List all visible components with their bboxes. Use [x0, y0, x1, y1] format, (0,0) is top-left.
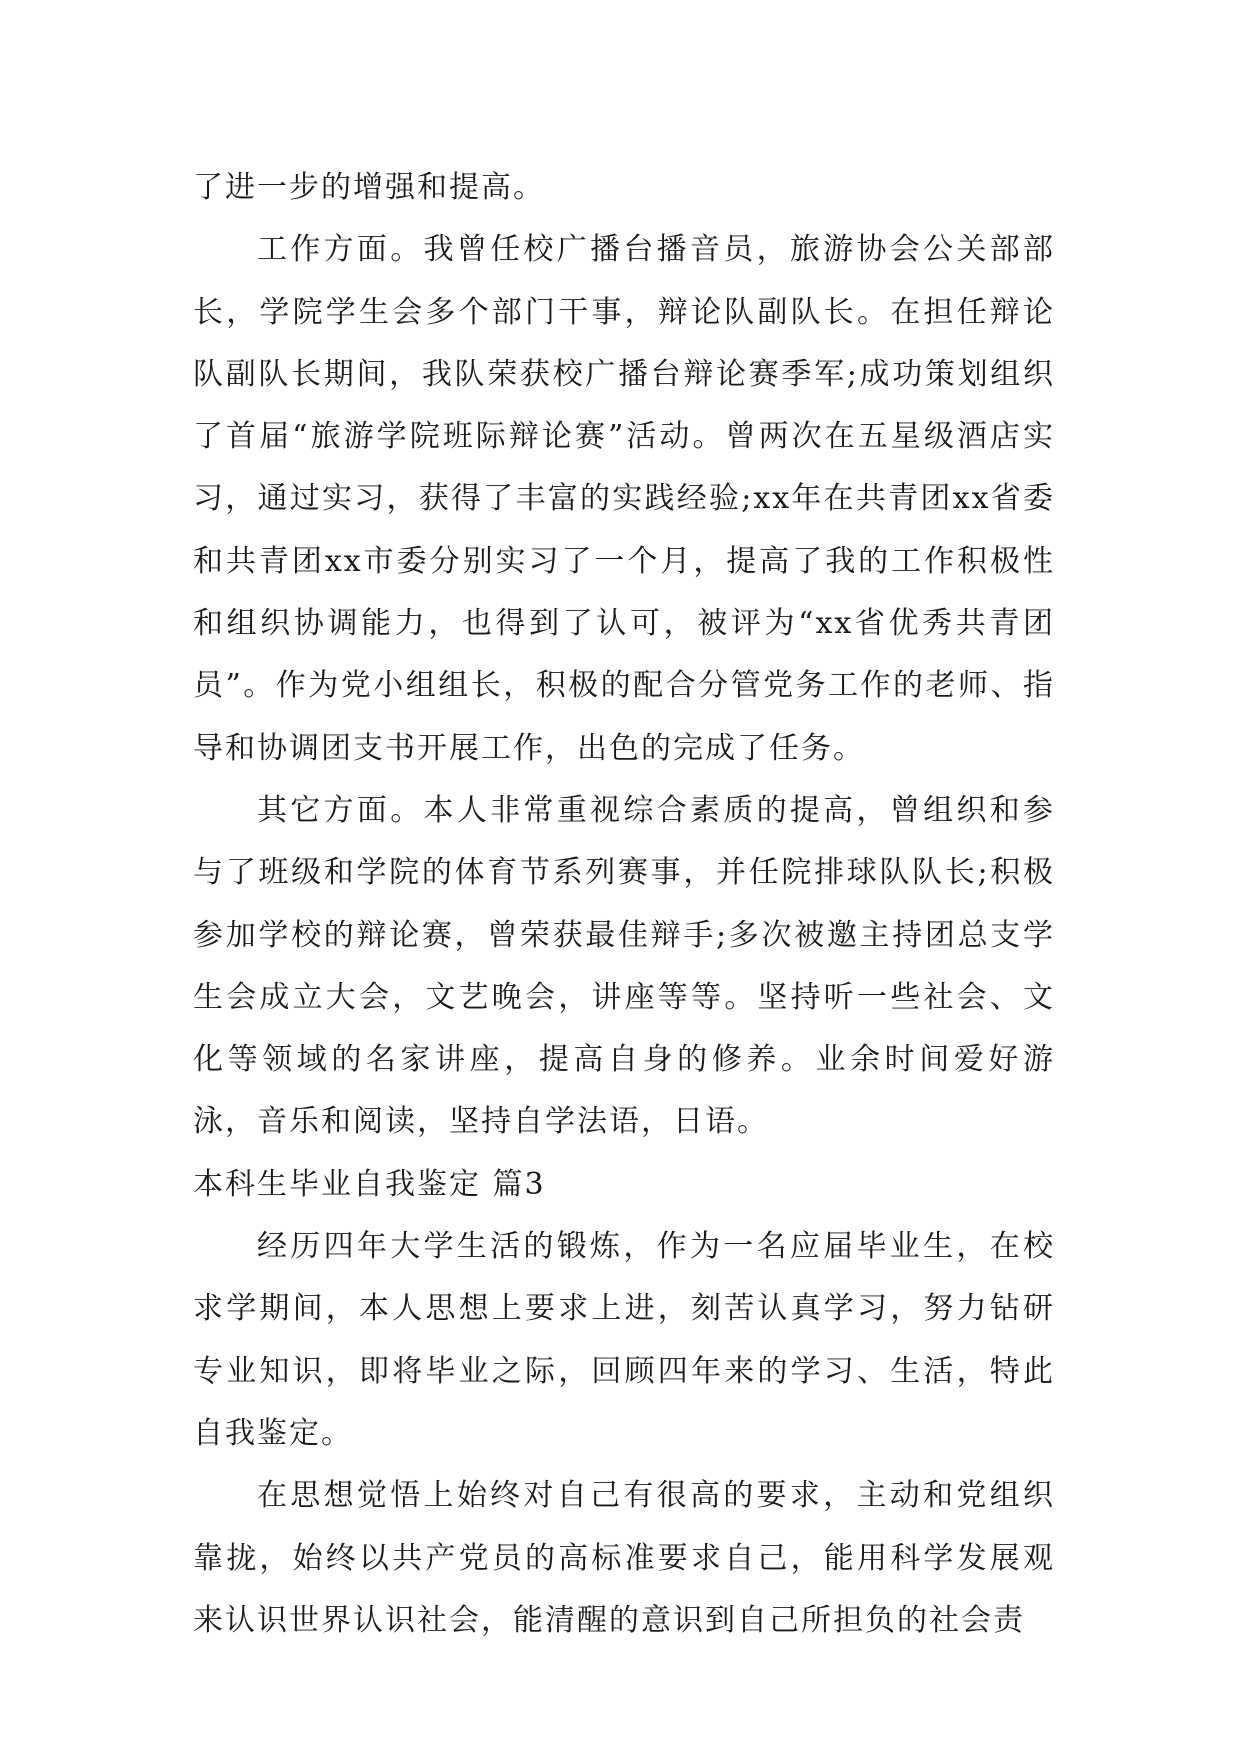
paragraph-intro: 经历四年大学生活的锻炼，作为一名应届毕业生，在校求学期间，本人思想上要求上进，刻苦认真学习，努力钻研专业知识，即将毕业之际，回顾四年来的学习、生活，特此自我鉴定。	[193, 1229, 1055, 1451]
paragraph-ideology: 在思想觉悟上始终对自己有很高的要求，主动和党组织靠拢，始终以共产党员的高标准要求自己，能用科学发展观来认识世界认识社会，能清醒的意识到自己所担负的社会责	[193, 1478, 1055, 1638]
document-body	[193, 157, 1055, 1652]
paragraph-continuation: 了进一步的增强和提高。	[193, 170, 545, 205]
paragraph-other: 其它方面。本人非常重视综合素质的提高，曾组织和参与了班级和学院的体育节系列赛事，并任院排球队队长;积极参加学校的辩论赛，曾荣获最佳辩手;多次被邀主持团总支学生会成立大会，文艺晚会，讲座等等。坚持听一些社会、文化等领域的名家讲座，提高自身的修养。业余时间爱好游泳，音乐和阅读，坚持自学法语，日语。	[193, 792, 1055, 1140]
paragraph-work: 工作方面。我曾任校广播台播音员，旅游协会公关部部长，学院学生会多个部门干事，辩论队副队长。在担任辩论队副队长期间，我队荣获校广播台辩论赛季军;成功策划组织了首届“旅游学院班际辩论赛”活动。曾两次在五星级酒店实习，通过实习，获得了丰富的实践经验;xx年在共青团xx省委和共青团xx市委分别实习了一个月，提高了我的工作积极性和组织协调能力，也得到了认可，被评为“xx省优秀共青团员”。作为党小组组长，积极的配合分管党务工作的老师、指导和协调团支书开展工作，出色的完成了任务。	[193, 232, 1055, 766]
section-heading: 本科生毕业自我鉴定 篇3	[193, 1166, 546, 1202]
